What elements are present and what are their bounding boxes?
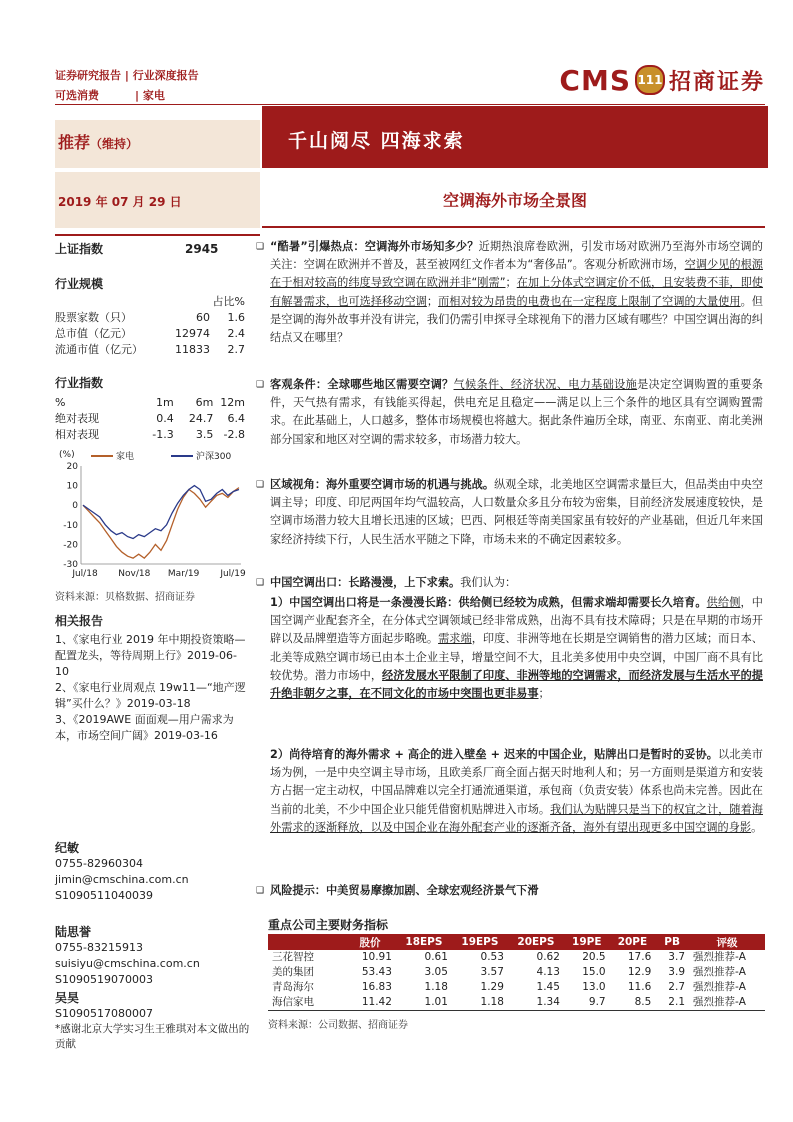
chart-ytick-label: -10 [63, 520, 78, 531]
analyst-email[interactable]: jimin@cmschina.com.cn [55, 873, 189, 886]
table-header: 股价 [344, 934, 396, 950]
sub-sector: 家电 [142, 89, 165, 102]
cms-logo [559, 60, 765, 100]
table-cell: 1.18 [424, 981, 448, 993]
report-date: 2019 年 07 月 29 日 [58, 195, 182, 209]
chart-xtick-label: Mar/19 [167, 569, 200, 579]
table-cell: 0.61 [424, 951, 448, 963]
analyst-name: 吴昊 [55, 991, 80, 1005]
scale-row-pct: 2.7 [227, 343, 245, 356]
chart-ytick-label: 0 [72, 501, 78, 512]
table-cell: 10.91 [361, 951, 392, 963]
table-cell: 美的集团 [272, 966, 314, 978]
related-report-item: 1、《家电行业 2019 年中期投资策略—配置龙头，等待周期上行》2019-06-10 [55, 633, 246, 678]
table-cell: 16.83 [361, 981, 392, 993]
para-text: 纵观全球，北美地区空调需求量巨大，但品类由中央空调主导；印度、印尼两国年均气温较高，人口数量众多且分布较为密集，目前经济发展速度较快，是空调市场潜力较大且增长迅速的区域；巴西、阿根廷等南美国家虽有较好的产业基础，但近几年来国家经济持续下行，人民生活水平随之下降，市场未来的不确定因素较多。 [270, 478, 763, 546]
subtitle-divider [262, 226, 765, 228]
para-text: ； [426, 294, 439, 308]
related-report-item: 3、《2019AWE 面面观—用户需求为本，市场空间广阔》2019-03-16 [55, 713, 234, 742]
table-cell: 4.13 [536, 966, 560, 978]
perf-value: 0.4 [156, 412, 174, 425]
checkbox-bullet-icon: ❑ [256, 578, 265, 588]
page-title: 千山阅尽 四海求索 [288, 130, 465, 152]
table-cell: 强烈推荐-A [693, 966, 746, 978]
title-bar [262, 106, 768, 168]
perf-value: -2.8 [223, 428, 245, 441]
para-heading: “酷暑”引爆热点：空调海外市场知多少？ [270, 240, 479, 253]
table-cell: 1.34 [508, 995, 564, 1011]
table-header: 18EPS [396, 934, 452, 950]
para-text: 。 [751, 820, 763, 834]
table-cell: 青岛海尔 [272, 981, 314, 993]
table-cell: 强烈推荐-A [689, 995, 765, 1011]
table-title: 重点公司主要财务指标 [268, 918, 389, 932]
para-underline: 而相对较为昂贵的电费也在一定程度上限制了空调的大量使用 [438, 294, 741, 308]
table-cell: 3.05 [424, 966, 448, 978]
rating-sub: （维持） [90, 137, 139, 151]
paragraph-regions [256, 476, 763, 549]
logo-text: CMS [559, 63, 631, 97]
analyst-phone: 0755-82960304 [55, 857, 143, 870]
table-cell: 12.9 [627, 966, 652, 978]
paragraph-export-2 [270, 746, 763, 837]
chart-series-line [83, 488, 239, 558]
logo-badge-icon: 111 [635, 65, 665, 95]
related-report-item: 2、《家电行业周观点 19w11—“地产逻辑”买什么？》2019-03-18 [55, 681, 246, 710]
table-cell: 53.43 [361, 966, 392, 978]
chart-ytick-label: -20 [63, 540, 78, 551]
para-heading: 1）中国空调出口将是一条漫漫长路：供给侧已经较为成熟，但需求端却需要长久培育。 [270, 596, 707, 609]
perf-value: 3.5 [195, 428, 214, 441]
para-underline: 我们认为贴牌只是当下的权宜之计，随着海外需求的逐渐释放，以及中国企业在海外配套产业的逐渐齐备，海外有望出现更多中国空调的身影 [270, 802, 763, 834]
scale-row-name: 总市值（亿元） [55, 327, 132, 340]
scale-col-header: 占比% [212, 295, 245, 308]
chart-xtick-label: Jul/19 [220, 569, 246, 579]
table-row [268, 965, 765, 980]
para-underline: 需求端 [438, 632, 472, 646]
checkbox-bullet-icon: ❑ [256, 480, 265, 490]
perf-value: 6.4 [227, 412, 245, 425]
para-bold-underline: 经济发展水平限制了印度、非洲等地的空调需求，而经济发展与生活水平的提升绝非朝夕之事，在不同文化的市场中突围也更非易事 [270, 668, 763, 701]
index-performance-chart [55, 446, 250, 581]
chart-legend-label: 家电 [116, 452, 135, 462]
para-underline: 在加上分体式空调定价不低，且安装费不菲，即使有解暑需求，也可选择移动空调 [270, 276, 763, 308]
checkbox-bullet-icon: ❑ [256, 242, 265, 252]
perf-row-name: 绝对表现 [55, 412, 99, 425]
table-header [268, 934, 344, 950]
index-row [55, 241, 245, 257]
scale-row-pct: 2.4 [227, 327, 245, 340]
table-cell: 3.9 [668, 966, 685, 978]
table-cell: 1.01 [396, 995, 452, 1011]
analyst-wuhao [55, 990, 255, 1052]
analyst-id: S1090511040039 [55, 889, 153, 902]
rating-main: 推荐 [58, 133, 91, 152]
analyst-phone: 0755-83215913 [55, 941, 143, 954]
perf-header: 1m [156, 396, 174, 409]
chart-source: 资料来源：贝格数据、招商证券 [55, 592, 195, 603]
chart-ylabel: (%) [59, 450, 75, 460]
analyst-id: S1090519070003 [55, 973, 153, 986]
para-text: ，中国空调产业配套齐全，在分体式空调领域已经非常成熟，出海不具有技术障碍；只是在早期的市场开辟以及品牌塑造等方面起步略晚。 [270, 596, 763, 646]
para-text: 我们认为： [460, 576, 517, 589]
para-underline: 空调少见的根源在于相对较高的纬度导致空调在欧洲并非“刚需” [270, 258, 763, 290]
scale-row-value: 60 [196, 311, 210, 324]
perf-row-name: 相对表现 [55, 428, 99, 441]
table-cell: 3.57 [480, 966, 504, 978]
table-cell: 三花智控 [272, 951, 314, 963]
chart-series-line [83, 486, 239, 539]
para-text: ； [505, 276, 517, 290]
table-cell: 3.7 [668, 951, 685, 963]
table-cell: 13.0 [582, 981, 606, 993]
logo-cn-text: 招商证券 [668, 69, 765, 95]
table-cell: 15.0 [582, 966, 606, 978]
table-cell: 海信家电 [268, 995, 344, 1011]
table-cell: 11.42 [344, 995, 396, 1011]
table-cell: 0.62 [536, 951, 560, 963]
para-text: 以北美市场为例，一是中央空调主导市场，且欧美系厂商全面占据天时地利人和；另一方面则是渠道方和安装方占据一定主动权，中国品牌难以完全打通流通渠道，承包商（负责安装）体系也尚未完善。因此在当前的北美，不少中国企业只能凭借窗机贴牌进入市场。 [270, 748, 763, 816]
para-text: 是决定空调购置的重要条件，天气热有需求，有钱能买得起，供电充足且稳定——满足以上三个条件的地区具有空调购置需求。在此基础上，人口越多，整体市场规模也将越大。据此条件遍历全球，南亚、东南亚、南北美洲部分国家和地区对空调的需求较多，市场潜力较大。 [270, 378, 763, 446]
analyst-name: 纪敏 [55, 841, 80, 855]
table-cell: 1.45 [536, 981, 560, 993]
para-text: 。但是空调的海外故事并没有讲完，我们仍需引申探寻全球视角下的潜力区域有哪些？中国空调出海的纠结点又在哪里？ [270, 294, 763, 345]
chart-legend-label: 沪深300 [196, 452, 232, 462]
table-cell: 2.7 [668, 981, 685, 993]
table-row [268, 980, 765, 995]
header-divider [55, 104, 765, 105]
perf-title: 行业指数 [55, 376, 104, 390]
table-row [268, 950, 765, 965]
table-cell: 2.1 [655, 995, 689, 1011]
report-type: 证券研究报告 [55, 69, 121, 82]
para-heading: 中国空调出口：长路漫漫，上下求索。 [270, 576, 461, 589]
report-header: 证券研究报告 | 行业深度报告 可选消费 | 家电 [55, 66, 199, 106]
table-header: 19PE [564, 934, 610, 950]
page-subtitle: 空调海外市场全景图 [442, 191, 587, 210]
scale-section [55, 275, 245, 358]
analyst-email[interactable]: suisiyu@cmschina.com.cn [55, 957, 200, 970]
related-title: 相关报告 [55, 614, 104, 628]
related-reports [55, 612, 250, 744]
checkbox-bullet-icon: ❑ [256, 886, 265, 896]
chart-ytick-label: 10 [66, 481, 78, 492]
rating [58, 130, 138, 153]
perf-header: 6m [195, 396, 214, 409]
analyst-lusiyu [55, 924, 255, 988]
report-subtype: 行业深度报告 [132, 69, 199, 82]
table-cell: 17.6 [627, 951, 652, 963]
analyst-id: S1090517080007 [55, 1007, 153, 1020]
table-row [268, 995, 765, 1011]
scale-row-value: 11833 [175, 343, 210, 356]
para-underline: 气候条件、经济状况、电力基础设施 [453, 378, 638, 391]
para-text: ； [538, 687, 550, 701]
perf-header: % [55, 396, 66, 409]
table-cell: 强烈推荐-A [693, 951, 746, 963]
para-underline: 供给侧 [706, 596, 741, 609]
index-label: 上证指数 [55, 242, 104, 256]
chart-ytick-label: 20 [66, 462, 78, 472]
perf-header: 12m [220, 396, 245, 409]
risk-text: 风险提示：中美贸易摩擦加剧、全球宏观经济景气下滑 [270, 884, 539, 897]
scale-row-pct: 1.6 [227, 311, 245, 324]
para-text: 近期热浪席卷欧洲，引发市场对欧洲乃至海外市场空调的关注：空调在欧洲并不普及，甚至被网红文作者本为“奢侈品”。客观分析欧洲市场， [270, 240, 763, 272]
table-cell: 20.5 [582, 951, 606, 963]
paragraph-hot-topic [256, 238, 763, 347]
analyst-jimin [55, 840, 255, 904]
left-divider [55, 234, 260, 236]
scale-row-name: 股票家数（只） [55, 311, 132, 324]
perf-section [55, 374, 245, 443]
table-cell: 9.7 [564, 995, 610, 1011]
perf-value: 24.7 [188, 412, 214, 425]
table-header-row [268, 934, 765, 950]
index-value: 2945 [185, 242, 219, 256]
table-header: 20EPS [508, 934, 564, 950]
sector: 可选消费 [55, 89, 99, 102]
checkbox-bullet-icon: ❑ [256, 380, 265, 390]
financial-table [268, 934, 765, 1011]
table-header: 20PE [610, 934, 656, 950]
chart-xtick-label: Nov/18 [118, 569, 151, 579]
table-header: 19EPS [452, 934, 508, 950]
table-cell: 0.53 [480, 951, 504, 963]
scale-title: 行业规模 [55, 277, 104, 291]
scale-row-name: 流通市值（亿元） [55, 343, 143, 356]
chart-xtick-label: Jul/18 [72, 569, 98, 579]
table-cell: 1.18 [452, 995, 508, 1011]
paragraph-conditions [256, 376, 763, 449]
table-cell: 11.6 [627, 981, 652, 993]
table-cell: 8.5 [610, 995, 656, 1011]
table-header: PB [655, 934, 689, 950]
analyst-note: *感谢北京大学实习生王雅琪对本文做出的贡献 [55, 1023, 250, 1050]
para-heading: 2）尚待培育的海外需求 + 高企的进入壁垒 + 迟来的中国企业，贴牌出口是暂时的妥协。 [270, 748, 718, 761]
para-heading: 区域视角：海外重要空调市场的机遇与挑战。 [270, 478, 495, 491]
para-heading: 客观条件：全球哪些地区需要空调？ [270, 378, 454, 391]
analyst-name: 陆思誉 [55, 925, 92, 939]
paragraph-risk [256, 882, 763, 900]
table-source: 资料来源：公司数据、招商证券 [268, 1020, 408, 1031]
table-header: 评级 [689, 934, 765, 950]
chart-ytick-label: -30 [63, 560, 78, 570]
scale-row-value: 12974 [175, 327, 210, 340]
table-cell: 强烈推荐-A [693, 981, 746, 993]
table-cell: 1.29 [480, 981, 504, 993]
paragraph-export-1 [270, 594, 763, 703]
para-text: ，印度、非洲等地在长期是空调销售的潜力区域；而日本、北美等成熟空调市场已由本土企业主导，增量空间不大，且北美多使用中央空调，中国厂商不具有比较优势。潜力市场中， [270, 632, 763, 682]
paragraph-export [256, 574, 763, 592]
perf-value: -1.3 [152, 428, 174, 441]
